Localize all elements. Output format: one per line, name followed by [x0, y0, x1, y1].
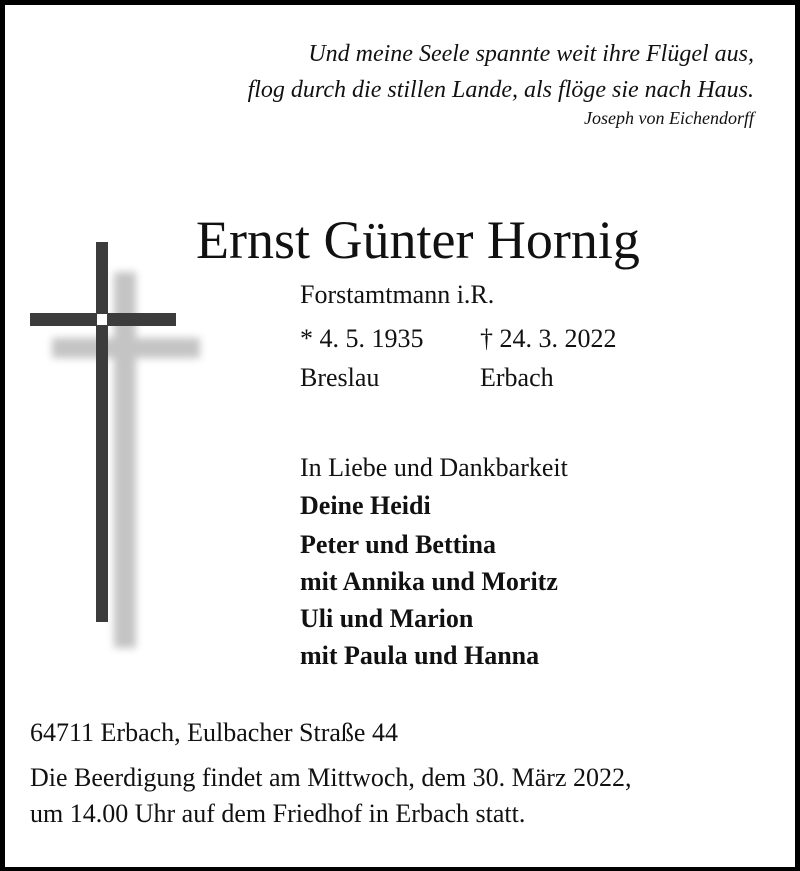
birthplace: Breslau	[300, 363, 380, 392]
funeral-line-1: Die Beerdigung findet am Mittwoch, dem 30. März 2022,	[30, 763, 632, 792]
mourner-name: Uli und Marion	[300, 604, 474, 633]
mourner-name: Peter und Bettina	[300, 530, 496, 559]
deceased-title: Forstamtmann i.R.	[300, 280, 495, 309]
death-date: † 24. 3. 2022	[480, 324, 617, 353]
birth-date: * 4. 5. 1935	[300, 324, 424, 353]
quote-author: Joseph von Eichendorff	[584, 108, 754, 128]
mourner-name: mit Annika und Moritz	[300, 567, 558, 596]
mourner-name: Deine Heidi	[300, 491, 431, 520]
mourner-name: mit Paula und Hanna	[300, 641, 540, 670]
deceased-name: Ernst Günter Hornig	[196, 210, 640, 270]
quote-line-1: Und meine Seele spannte weit ihre Flügel aus,	[308, 41, 754, 67]
quote	[248, 36, 754, 108]
mourners-intro: In Liebe und Dankbarkeit	[300, 453, 568, 482]
address: 64711 Erbach, Eulbacher Straße 44	[30, 718, 398, 747]
quote-line-2: flog durch die stillen Lande, als flöge sie nach Haus.	[247, 77, 754, 103]
deathplace: Erbach	[480, 363, 554, 392]
funeral-line-2: um 14.00 Uhr auf dem Friedhof in Erbach statt.	[30, 799, 526, 828]
